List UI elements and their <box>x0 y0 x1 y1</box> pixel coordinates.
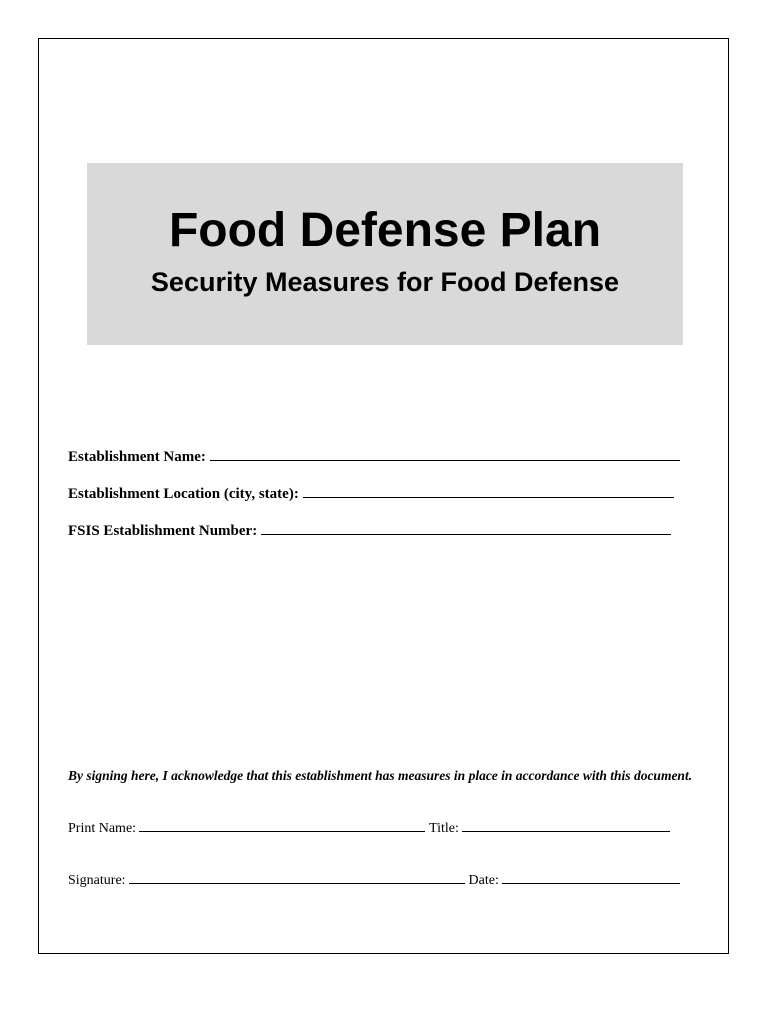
title-banner <box>87 163 683 345</box>
fsis-number-label: FSIS Establishment Number: <box>68 523 258 539</box>
signature-label: Signature: <box>68 873 126 888</box>
date-label: Date: <box>468 873 499 888</box>
fsis-number-field[interactable] <box>261 520 671 535</box>
title-field[interactable] <box>462 818 670 832</box>
print-name-title-row <box>68 818 674 838</box>
title-label: Title: <box>429 821 459 836</box>
establishment-name-label: Establishment Name: <box>68 449 206 465</box>
establishment-location-label: Establishment Location (city, state): <box>68 486 299 502</box>
signature-field[interactable] <box>129 870 465 884</box>
document-page <box>38 38 729 954</box>
print-name-label: Print Name: <box>68 821 137 836</box>
page-subtitle: Security Measures for Food Defense <box>150 267 620 297</box>
establishment-location-row <box>68 483 674 503</box>
fsis-number-row <box>68 520 671 540</box>
establishment-location-field[interactable] <box>303 483 674 498</box>
acknowledgement-statement: By signing here, I acknowledge that this establishment has measures in place in accordance with this document. <box>68 768 693 783</box>
establishment-name-row <box>68 446 680 466</box>
signature-date-row <box>68 870 684 890</box>
date-field[interactable] <box>502 870 680 884</box>
page-title: Food Defense Plan <box>168 204 602 257</box>
print-name-field[interactable] <box>139 818 425 832</box>
establishment-name-field[interactable] <box>210 446 680 461</box>
